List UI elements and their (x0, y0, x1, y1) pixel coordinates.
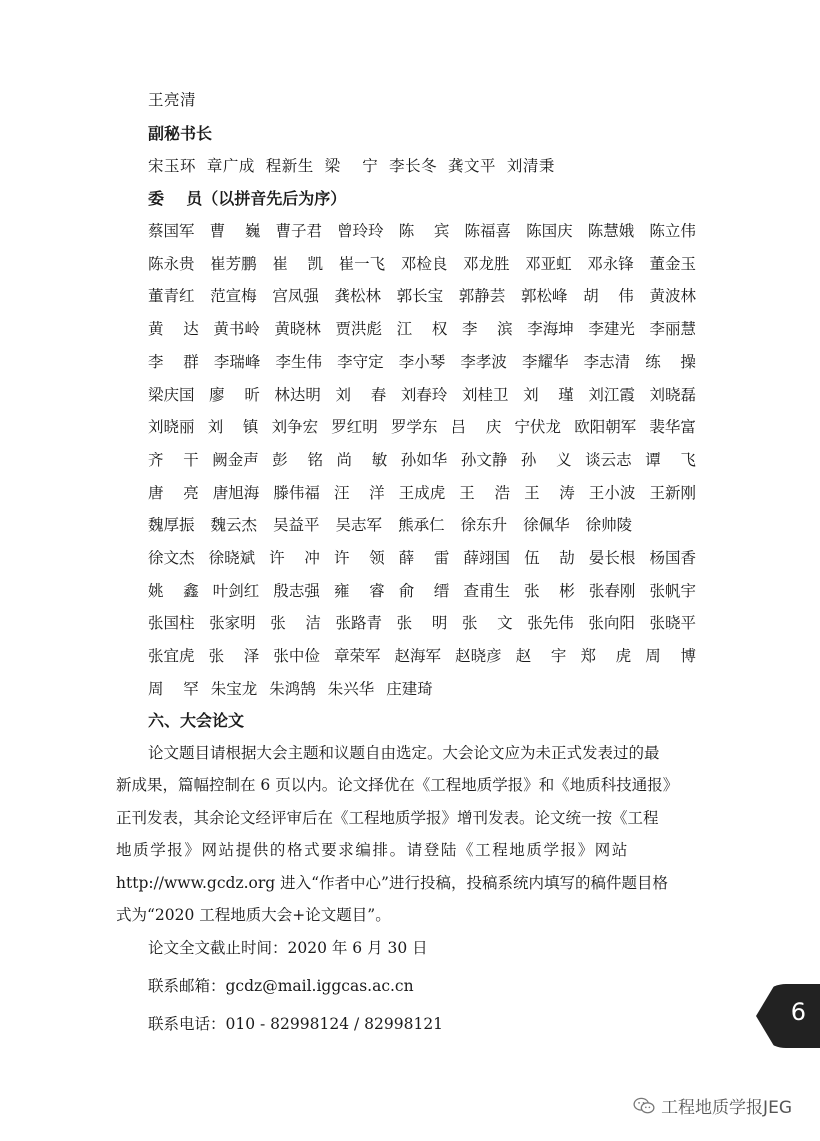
member-name: 陈国庆 (526, 222, 573, 240)
member-name: 许 领 (333, 549, 385, 567)
member-name: 朱鸿鹄 (269, 679, 316, 698)
member-name: 陈福喜 (464, 222, 512, 240)
page-number: 6 (790, 998, 806, 1026)
member-name: 汪 洋 (333, 483, 385, 502)
member-name: 张 文 (461, 614, 513, 633)
member-name: 郭静芸 (458, 287, 506, 306)
member-name: 滕伟福 (273, 483, 320, 502)
member-name: 张先伟 (527, 614, 574, 633)
member-name: 熊承仁 (398, 516, 445, 535)
member-name: 曾玲玲 (337, 222, 384, 240)
member-name: 董青红 (148, 287, 195, 306)
member-name: 薛翊国 (463, 549, 511, 567)
members-row (148, 481, 696, 503)
member-name: 吕 庆 (450, 418, 502, 437)
papers-line-2: 新成果，篇幅控制在 6 页以内。论文择优在《工程地质学报》和《地质科技通报》 (116, 776, 679, 794)
member-name: 徐帅陵 (585, 516, 633, 535)
member-name: 周 博 (645, 647, 696, 666)
members-row (148, 448, 696, 470)
member-name: 刘争宏 (271, 418, 319, 437)
member-name: 张 洁 (270, 614, 321, 633)
member-name: 周 罕 (148, 679, 199, 698)
member-name: 陈立伟 (649, 222, 696, 240)
papers-line-4: 地质学报》网站提供的格式要求编排。请登陆《工程地质学报》网站 (116, 841, 630, 859)
member-name: 唐 亮 (148, 483, 199, 502)
footer-brand-text: 工程地质学报JEG (661, 1098, 792, 1118)
member-name: 李海坤 (527, 320, 574, 339)
members-row (148, 513, 696, 535)
member-name: 赵晓彦 (455, 647, 502, 666)
members-heading: 委 员（以拼音先后为序） (148, 189, 347, 208)
members-row (148, 677, 696, 699)
member-name: 赵海军 (394, 647, 442, 666)
wechat-icon (633, 1097, 655, 1115)
member-name: 陈 宾 (398, 222, 450, 240)
member-name: 李小琴 (398, 352, 446, 371)
member-name: 郭松峰 (520, 287, 568, 306)
deputy-sec-heading: 副秘书长 (148, 124, 213, 143)
members-row (148, 284, 696, 306)
member-name: 齐 干 (148, 450, 199, 469)
member-name: 宫凤强 (272, 287, 319, 306)
footer-brand (633, 1093, 792, 1118)
member-name: 练 操 (645, 352, 696, 371)
member-name: 殷志强 (273, 581, 320, 600)
member-name: 刘晓磊 (649, 385, 696, 404)
member-name: 胡 伟 (583, 287, 634, 306)
member-name: 魏厚振 (148, 516, 195, 535)
member-name: 裴华富 (649, 418, 696, 437)
member-name: 李 滨 (461, 320, 513, 339)
member-name: 刘 镇 (207, 418, 259, 437)
member-name: 庄建琦 (386, 679, 433, 698)
top-name: 王亮清 (148, 91, 197, 109)
member-name: 章荣军 (333, 647, 381, 666)
member-name: 张晓平 (649, 614, 696, 633)
member-name: 龚松林 (334, 287, 381, 306)
member-name: 黄 达 (148, 320, 199, 339)
member-name: 张路青 (335, 614, 383, 633)
members-row (148, 383, 696, 405)
member-name: 邓龙胜 (462, 254, 510, 273)
members-row (148, 317, 696, 339)
member-name: 雍 睿 (333, 581, 385, 600)
member-name: 黄晓林 (274, 320, 321, 339)
member-name: 李守定 (337, 352, 384, 371)
member-name: 宁伏龙 (514, 418, 562, 437)
member-name: 张 明 (396, 614, 448, 633)
member-name: 刘 瑾 (523, 385, 574, 404)
member-name: 崔 凯 (272, 254, 324, 273)
member-name: 刘江霞 (588, 385, 635, 404)
member-name: 刘晓丽 (148, 418, 195, 437)
members-row (148, 350, 696, 372)
member-name: 王新刚 (649, 483, 696, 502)
member-name: 晏长根 (588, 549, 636, 567)
member-name: 徐文杰 (148, 549, 195, 567)
member-name: 贾洪彪 (335, 320, 383, 339)
member-name: 李瑞峰 (213, 352, 261, 371)
member-name: 魏云杰 (210, 516, 258, 535)
member-name: 张 泽 (208, 647, 260, 666)
member-name: 孙 义 (520, 450, 572, 469)
papers-heading: 六、大会论文 (148, 711, 245, 730)
member-name: 邓永锋 (587, 254, 634, 273)
member-name: 彭 铭 (272, 450, 324, 469)
member-name: 刘 春 (335, 385, 387, 404)
paper-deadline: 论文全文截止时间：2020 年 6 月 30 日 (148, 939, 428, 957)
member-name: 李耀华 (521, 352, 569, 371)
member-name: 赵 宇 (515, 647, 567, 666)
member-name: 邓检良 (400, 254, 448, 273)
member-name: 崔一飞 (338, 254, 386, 273)
members-row (148, 415, 696, 437)
member-name: 徐晓斌 (208, 549, 256, 567)
member-name: 李生伟 (275, 352, 322, 371)
contact-email: 联系邮箱：gcdz@mail.iggcas.ac.cn (148, 977, 414, 995)
member-name: 廖 昕 (209, 385, 260, 404)
members-row (148, 611, 696, 633)
member-name: 王 浩 (459, 483, 511, 502)
member-name: 罗学东 (390, 418, 438, 437)
member-name: 王 涛 (524, 483, 575, 502)
member-name: 李 群 (148, 352, 199, 371)
member-name: 谈云志 (585, 450, 632, 469)
member-name: 林达明 (274, 385, 321, 404)
member-name: 孙文静 (460, 450, 508, 469)
member-name: 查甫生 (463, 581, 511, 600)
member-name: 梁庆国 (148, 385, 195, 404)
member-name: 薛 雷 (398, 549, 450, 567)
member-name: 陈永贵 (148, 254, 195, 273)
member-name: 张春刚 (588, 581, 636, 600)
member-name: 黄波林 (649, 287, 696, 306)
member-name: 王小波 (588, 483, 636, 502)
member-name: 罗红明 (331, 418, 378, 437)
member-name: 范宣梅 (210, 287, 257, 306)
contact-phone: 联系电话：010 - 82998124 / 82998121 (148, 1015, 444, 1033)
member-name: 陈慧娥 (587, 222, 635, 240)
member-name: 姚 鑫 (148, 581, 199, 600)
member-name: 黄书岭 (213, 320, 260, 339)
member-name: 李志清 (583, 352, 631, 371)
papers-line-1: 论文题目请根据大会主题和议题自由选定。大会论文应为未正式发表过的最 (148, 744, 660, 762)
member-name: 邓亚虹 (525, 254, 572, 273)
papers-line-6: 式为“2020 工程地质大会+论文题目”。 (116, 906, 391, 924)
deputy-sec-names: 宋玉环 章广成 程新生 梁 宁 李长冬 龚文平 刘清秉 (148, 157, 555, 175)
member-name: 唐旭海 (212, 483, 260, 502)
member-name: 张向阳 (588, 614, 635, 633)
member-name: 刘桂卫 (461, 385, 509, 404)
member-name: 刘春玲 (400, 385, 448, 404)
member-name: 李丽慧 (649, 320, 696, 339)
member-name: 杨国香 (649, 549, 696, 567)
member-name: 张中俭 (273, 647, 320, 666)
members-row (148, 219, 696, 241)
member-name: 张帆宇 (649, 581, 696, 600)
member-name: 叶剑红 (212, 581, 260, 600)
member-name: 蔡国军 (148, 222, 195, 240)
member-name: 伍 劼 (524, 549, 575, 567)
member-name: 欧阳朝军 (574, 418, 637, 437)
member-name: 郑 虎 (580, 647, 632, 666)
member-name: 朱宝龙 (210, 679, 258, 698)
papers-line-3: 正刊发表，其余论文经评审后在《工程地质学报》增刊发表。论文统一按《工程 (116, 809, 659, 827)
member-name: 徐佩华 (523, 516, 570, 535)
member-name: 江 权 (396, 320, 448, 339)
member-name: 王成虎 (398, 483, 446, 502)
member-name: 曹 巍 (209, 222, 261, 240)
member-name: 李建光 (588, 320, 635, 339)
member-name: 郭长宝 (396, 287, 444, 306)
member-name: 俞 缙 (398, 581, 450, 600)
member-name: 崔芳鹏 (210, 254, 257, 273)
members-row (148, 579, 696, 601)
member-name: 张宜虎 (148, 647, 195, 666)
member-name: 张家明 (209, 614, 256, 633)
member-name: 吴志军 (335, 516, 383, 535)
member-name: 阙金声 (212, 450, 259, 469)
member-name: 张 彬 (524, 581, 575, 600)
member-name: 孙如华 (400, 450, 448, 469)
member-name: 张国柱 (148, 614, 195, 633)
members-row (148, 644, 696, 666)
member-name: 朱兴华 (327, 679, 375, 698)
member-name: 谭 飞 (645, 450, 696, 469)
member-name: 许 冲 (269, 549, 320, 567)
papers-line-5: http://www.gcdz.org 进入“作者中心”进行投稿，投稿系统内填写的稿件题目格 (116, 874, 668, 892)
member-name: 徐东升 (460, 516, 508, 535)
members-row (148, 546, 696, 568)
member-name: 李孝波 (460, 352, 507, 371)
member-name: 吴益平 (273, 516, 320, 535)
member-name: 董金玉 (649, 254, 696, 273)
members-row (148, 252, 696, 274)
member-name: 尚 敏 (336, 450, 388, 469)
member-name: 曹子君 (275, 222, 322, 240)
page-number-tab (756, 984, 820, 1048)
